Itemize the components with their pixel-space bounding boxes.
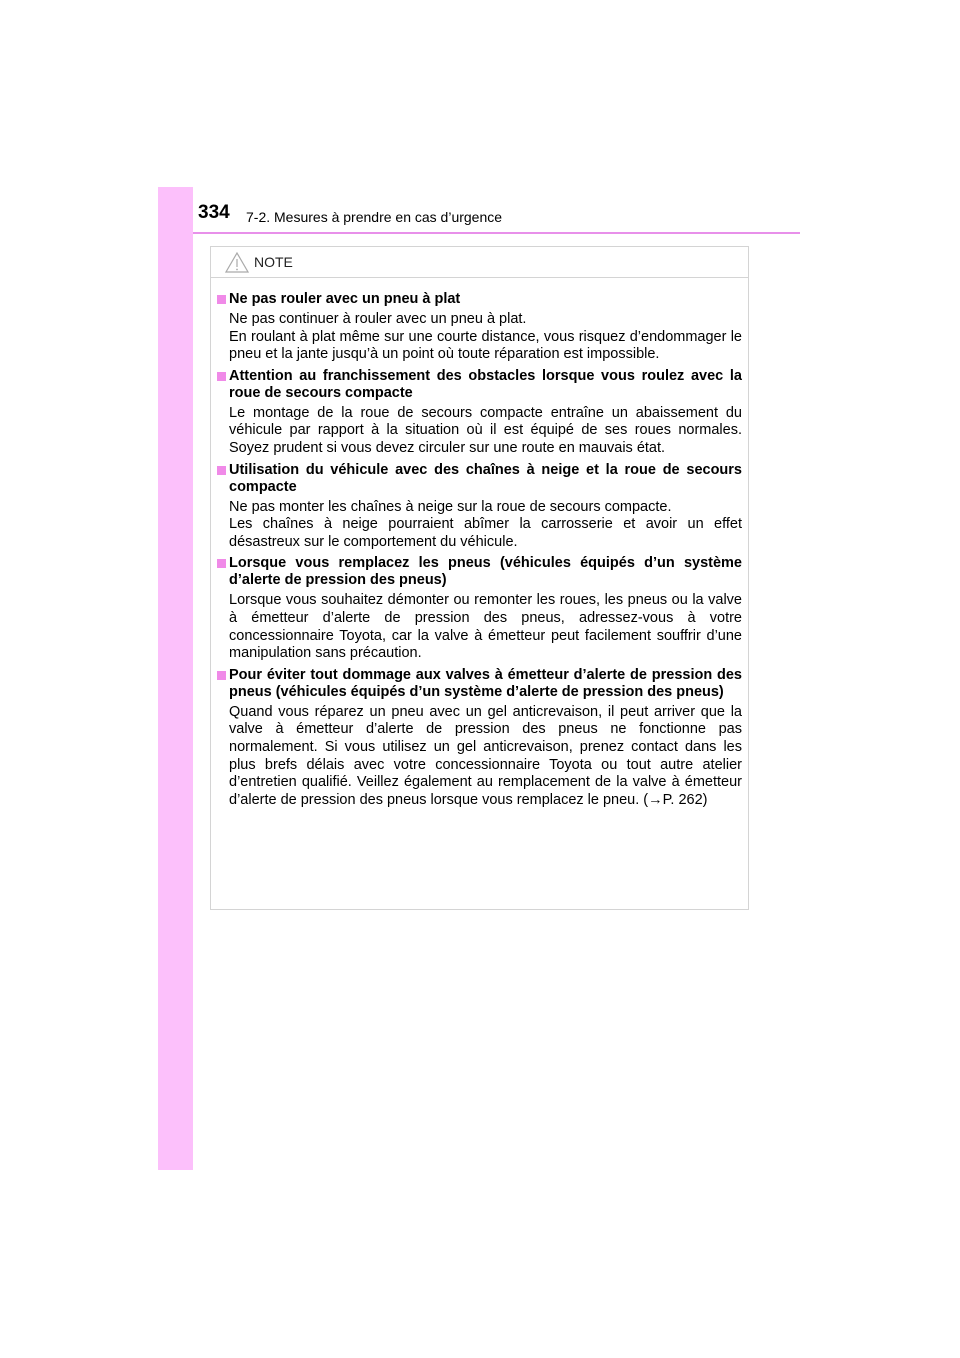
section-title: 7-2. Mesures à prendre en cas d’urgence xyxy=(246,209,503,225)
pink-square-bullet-icon xyxy=(217,559,226,568)
pink-square-bullet-icon xyxy=(217,372,226,381)
header-divider xyxy=(193,232,800,234)
note-paragraph: Les chaînes à neige pourraient abîmer la carrosserie et avoir un effet désastreux sur le comportement du véhicule. xyxy=(229,516,742,550)
note-item xyxy=(217,291,742,364)
note-paragraph: Quand vous réparez un pneu avec un gel anticrevaison, il peut arriver que la valve à émetteur d’alerte de pression des pneus ne fonctionne pas normalement. Si vous utilisez un gel anticrevaison, prenez contact dans les plus brefs délais avec votre concessionnaire Toyota ou tout autre atelier d’entretien qualifié. Veillez également au remplacement de la valve à émetteur d’alerte de pression des pneus lorsque vous remplacez le pneu. (→P. 262) xyxy=(229,703,742,808)
note-body xyxy=(211,278,748,809)
page-number: 334 xyxy=(198,202,230,223)
note-paragraph: Ne pas monter les chaînes à neige sur la roue de secours compacte. xyxy=(229,498,672,515)
pink-square-bullet-icon xyxy=(217,295,226,304)
note-item-title: Attention au franchissement des obstacles lorsque vous roulez avec la roue de secours compacte xyxy=(229,367,742,401)
note-item xyxy=(217,555,742,662)
pink-square-bullet-icon xyxy=(217,466,226,475)
note-paragraph: Ne pas continuer à rouler avec un pneu à plat. xyxy=(229,311,527,327)
note-paragraph: Lorsque vous souhaitez démonter ou remonter les roues, les pneus ou la valve à émetteur d’alerte de pression des pneus, adressez-vous à votre concessionnaire Toyota, car la valve à émetteur peut facilement souffrir d’une manipulation sans précaution. xyxy=(229,592,742,662)
note-item-title: Lorsque vous remplacez les pneus (véhicules équipés d’un système d’alerte de pression des pneus) xyxy=(229,555,742,589)
note-item xyxy=(217,368,742,458)
note-item xyxy=(217,462,742,552)
note-paragraph: En roulant à plat même sur une courte distance, vous risquez d’endommager le pneu et la jante jusqu’à un point où toute réparation est impossible. xyxy=(229,328,742,363)
note-title: NOTE xyxy=(254,254,293,270)
note-paragraph: Le montage de la roue de secours compacte entraîne un abaissement du véhicule par rapport à la situation où il est équipé de ses roues normales. Soyez prudent si vous devez circuler sur une route en mauvais état. xyxy=(229,404,742,456)
note-item-title: Pour éviter tout dommage aux valves à émetteur d’alerte de pression des pneus (véhicules équipés d’un système d’alerte de pression des pneus) xyxy=(229,666,742,700)
warning-triangle-icon xyxy=(225,252,249,273)
note-item-title: Ne pas rouler avec un pneu à plat xyxy=(229,291,461,307)
pink-square-bullet-icon xyxy=(217,671,226,680)
chapter-side-tab xyxy=(158,187,193,1170)
note-box xyxy=(210,246,749,910)
note-item-title: Utilisation du véhicule avec des chaînes à neige et la roue de secours compacte xyxy=(229,461,742,495)
note-item xyxy=(217,667,742,810)
note-header xyxy=(211,247,748,278)
